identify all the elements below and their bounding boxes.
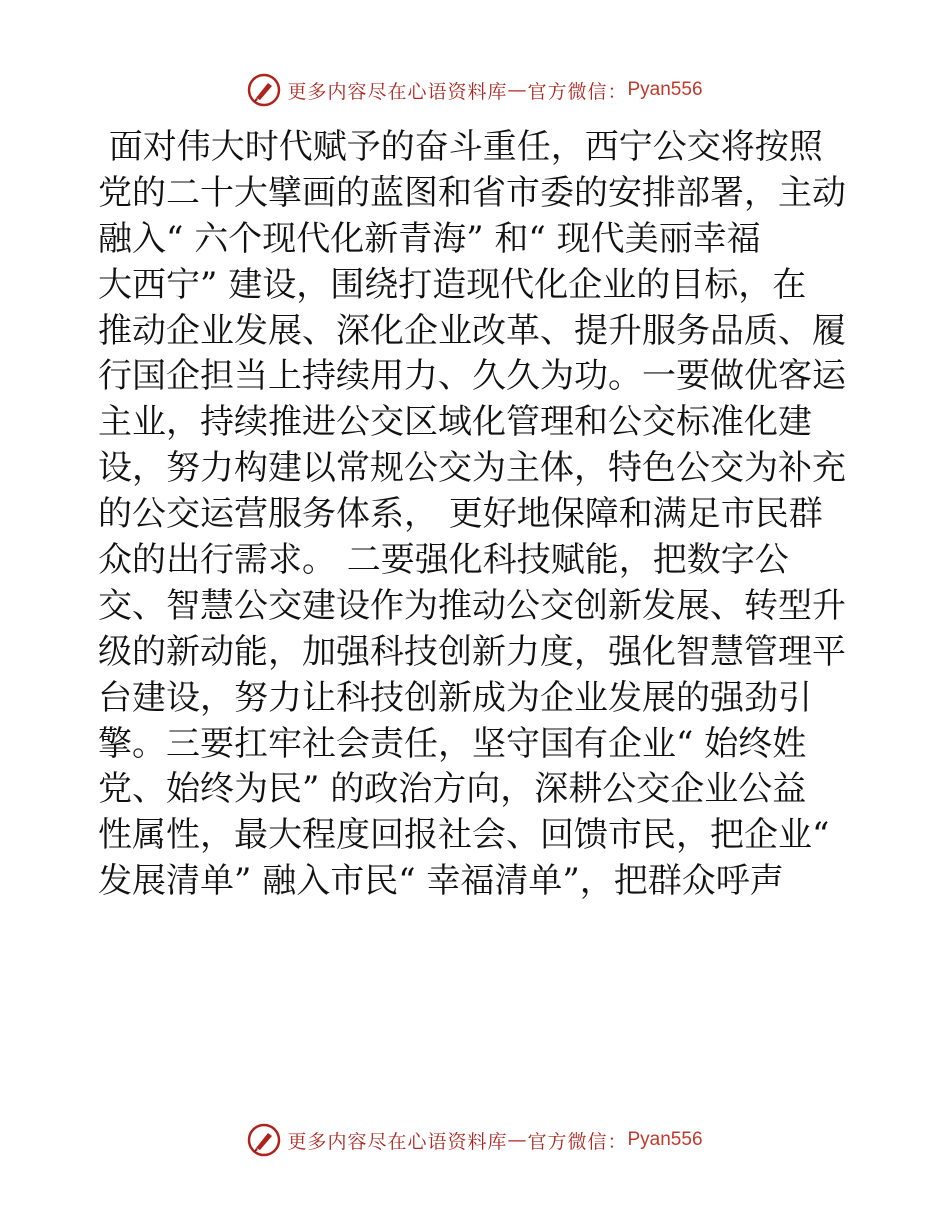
text-line: 主业，持续推进公交区域化管理和公交标准化建 — [98, 402, 812, 443]
text-line: 众的出行需求。 二要强化科技赋能，把数字公 — [98, 540, 789, 581]
text-line: 融入“ 六个现代化新青海” 和“ 现代美丽幸福 — [98, 218, 761, 259]
text-line: 大西宁” 建设，围绕打造现代化企业的目标，在 — [98, 264, 807, 305]
header-banner — [0, 70, 950, 110]
banner-separator: — — [507, 79, 528, 101]
text-line: 党、始终为民” 的政治方向，深耕公交企业公益 — [98, 769, 807, 810]
banner-wechat-label: 官方微信： — [527, 80, 628, 103]
text-line: 的公交运营服务体系， 更好地保障和满足市民群 — [98, 494, 823, 535]
banner-wechat-id: Pyan556 — [627, 1129, 703, 1150]
banner-wechat-label: 官方微信： — [527, 1130, 628, 1153]
text-line: 行国企担当上持续用力、久久为功。一要做优客运 — [98, 356, 846, 397]
banner-separator: — — [507, 1129, 528, 1151]
text-line: 擎。三要扛牢社会责任，坚守国有企业“ 始终姓 — [98, 723, 807, 764]
footer-banner — [0, 1120, 950, 1160]
text-line: 面对伟大时代赋予的奋斗重任，西宁公交将按照 — [98, 127, 823, 167]
text-line: 性属性，最大程度回报社会、回馈市民，把企业“ — [98, 815, 830, 856]
text-line: 设，努力构建以常规公交为主体，特色公交为补充 — [98, 448, 846, 489]
text-line: 发展清单” 融入市民“ 幸福清单”，把群众呼声 — [98, 861, 784, 902]
banner-main-text: 更多内容尽在心语资料库 — [287, 80, 508, 103]
text-line: 党的二十大擘画的蓝图和省市委的安排部署，主动 — [98, 172, 846, 213]
pen-logo-icon — [247, 1123, 281, 1157]
banner-main-text: 更多内容尽在心语资料库 — [287, 1130, 508, 1153]
text-line: 级的新动能，加强科技创新力度，强化智慧管理平 — [98, 631, 846, 672]
text-line: 台建设，努力让科技创新成为企业发展的强劲引 — [98, 677, 812, 718]
banner-wechat-id: Pyan556 — [627, 79, 703, 100]
pen-logo-icon — [247, 73, 281, 107]
text-line: 交、智慧公交建设作为推动公交创新发展、转型升 — [98, 585, 846, 626]
body-paragraph — [98, 125, 850, 905]
text-line: 推动企业发展、深化企业改革、提升服务品质、履 — [98, 310, 846, 351]
